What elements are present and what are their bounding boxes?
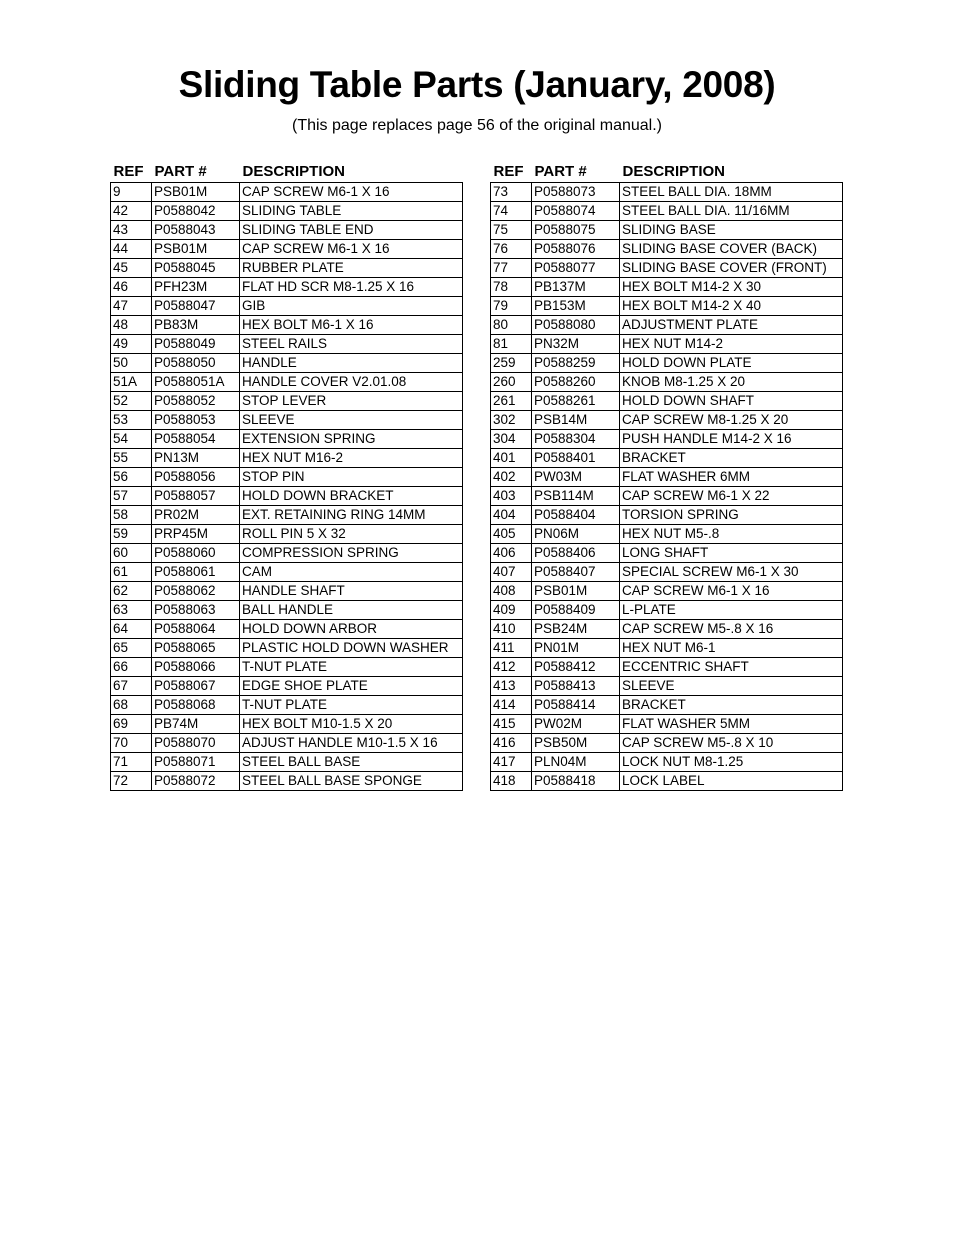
- description-cell: HOLD DOWN ARBOR: [240, 620, 463, 639]
- description-cell: HOLD DOWN PLATE: [620, 354, 843, 373]
- part-number-cell: PSB01M: [152, 240, 240, 259]
- description-cell: STEEL BALL BASE: [240, 753, 463, 772]
- table-row: [491, 297, 843, 316]
- ref-cell: 407: [491, 563, 532, 582]
- description-cell: HEX BOLT M6-1 X 16: [240, 316, 463, 335]
- part-number-cell: P0588076: [532, 240, 620, 259]
- part-number-header: PART #: [154, 162, 207, 180]
- part-number-cell: PFH23M: [152, 278, 240, 297]
- description-cell: TORSION SPRING: [620, 506, 843, 525]
- part-number-cell: PN06M: [532, 525, 620, 544]
- parts-table-body: [491, 183, 843, 791]
- ref-cell: 402: [491, 468, 532, 487]
- description-cell: CAP SCREW M8-1.25 X 20: [620, 411, 843, 430]
- description-cell: BALL HANDLE: [240, 601, 463, 620]
- table-row: [491, 525, 843, 544]
- part-number-cell: P0588054: [152, 430, 240, 449]
- ref-cell: 409: [491, 601, 532, 620]
- part-number-cell: P0588042: [152, 202, 240, 221]
- part-number-cell: P0588043: [152, 221, 240, 240]
- table-row: [111, 620, 463, 639]
- ref-cell: 60: [111, 544, 152, 563]
- table-row: [491, 468, 843, 487]
- description-cell: SLEEVE: [620, 677, 843, 696]
- table-row: [491, 392, 843, 411]
- description-cell: HANDLE: [240, 354, 463, 373]
- part-number-header: PART #: [534, 162, 587, 180]
- description-cell: EDGE SHOE PLATE: [240, 677, 463, 696]
- ref-cell: 259: [491, 354, 532, 373]
- part-number-cell: PRP45M: [152, 525, 240, 544]
- ref-cell: 46: [111, 278, 152, 297]
- parts-table-body: [111, 183, 463, 791]
- description-cell: GIB: [240, 297, 463, 316]
- part-number-cell: P0588409: [532, 601, 620, 620]
- ref-cell: 406: [491, 544, 532, 563]
- part-number-cell: P0588073: [532, 183, 620, 202]
- part-number-cell: P0588067: [152, 677, 240, 696]
- ref-cell: 411: [491, 639, 532, 658]
- part-number-cell: P0588259: [532, 354, 620, 373]
- description-cell: HOLD DOWN SHAFT: [620, 392, 843, 411]
- description-cell: COMPRESSION SPRING: [240, 544, 463, 563]
- table-row: [491, 316, 843, 335]
- table-row: [491, 677, 843, 696]
- part-number-cell: P0588066: [152, 658, 240, 677]
- description-cell: ROLL PIN 5 X 32: [240, 525, 463, 544]
- part-number-cell: P0588407: [532, 563, 620, 582]
- ref-cell: 57: [111, 487, 152, 506]
- table-row: [491, 772, 843, 791]
- table-row: [111, 202, 463, 221]
- ref-cell: 80: [491, 316, 532, 335]
- ref-cell: 70: [111, 734, 152, 753]
- ref-cell: 75: [491, 221, 532, 240]
- table-row: [111, 734, 463, 753]
- ref-cell: 48: [111, 316, 152, 335]
- ref-cell: 61: [111, 563, 152, 582]
- description-cell: CAP SCREW M6-1 X 16: [240, 240, 463, 259]
- description-cell: SLIDING BASE COVER (FRONT): [620, 259, 843, 278]
- part-number-cell: P0588077: [532, 259, 620, 278]
- description-cell: RUBBER PLATE: [240, 259, 463, 278]
- description-cell: STEEL BALL DIA. 11/16MM: [620, 202, 843, 221]
- description-cell: HEX NUT M16-2: [240, 449, 463, 468]
- ref-header: REF: [113, 162, 144, 180]
- part-number-cell: PB137M: [532, 278, 620, 297]
- ref-cell: 72: [111, 772, 152, 791]
- description-cell: BRACKET: [620, 449, 843, 468]
- ref-cell: 260: [491, 373, 532, 392]
- table-row: [491, 221, 843, 240]
- table-row: [111, 430, 463, 449]
- ref-cell: 56: [111, 468, 152, 487]
- description-cell: SLIDING TABLE END: [240, 221, 463, 240]
- ref-cell: 403: [491, 487, 532, 506]
- table-row: [111, 354, 463, 373]
- ref-cell: 261: [491, 392, 532, 411]
- ref-cell: 73: [491, 183, 532, 202]
- table-row: [111, 297, 463, 316]
- ref-cell: 74: [491, 202, 532, 221]
- part-number-cell: P0588080: [532, 316, 620, 335]
- page-subtitle: (This page replaces page 56 of the original manual.): [292, 117, 662, 134]
- description-cell: STOP PIN: [240, 468, 463, 487]
- table-row: [111, 658, 463, 677]
- part-number-cell: PSB01M: [152, 183, 240, 202]
- description-cell: HEX BOLT M10-1.5 X 20: [240, 715, 463, 734]
- ref-cell: 42: [111, 202, 152, 221]
- part-number-cell: PB153M: [532, 297, 620, 316]
- ref-cell: 64: [111, 620, 152, 639]
- table-row: [491, 373, 843, 392]
- ref-cell: 68: [111, 696, 152, 715]
- ref-cell: 405: [491, 525, 532, 544]
- table-row: [111, 487, 463, 506]
- table-row: [111, 525, 463, 544]
- ref-cell: 44: [111, 240, 152, 259]
- table-row: [111, 221, 463, 240]
- table-row: [111, 696, 463, 715]
- part-number-cell: P0588072: [152, 772, 240, 791]
- description-cell: CAM: [240, 563, 463, 582]
- part-number-cell: P0588063: [152, 601, 240, 620]
- description-cell: SPECIAL SCREW M6-1 X 30: [620, 563, 843, 582]
- ref-cell: 49: [111, 335, 152, 354]
- table-row: [111, 411, 463, 430]
- table-row: [491, 639, 843, 658]
- header-row: [111, 160, 463, 183]
- table-row: [111, 373, 463, 392]
- table-row: [491, 544, 843, 563]
- ref-cell: 416: [491, 734, 532, 753]
- description-cell: ADJUST HANDLE M10-1.5 X 16: [240, 734, 463, 753]
- part-number-cell: P0588071: [152, 753, 240, 772]
- ref-cell: 55: [111, 449, 152, 468]
- description-cell: KNOB M8-1.25 X 20: [620, 373, 843, 392]
- table-row: [491, 753, 843, 772]
- description-cell: SLEEVE: [240, 411, 463, 430]
- part-number-cell: PSB24M: [532, 620, 620, 639]
- ref-cell: 50: [111, 354, 152, 373]
- description-cell: T-NUT PLATE: [240, 658, 463, 677]
- part-number-cell: P0588053: [152, 411, 240, 430]
- ref-cell: 418: [491, 772, 532, 791]
- part-number-cell: P0588065: [152, 639, 240, 658]
- part-number-cell: PB83M: [152, 316, 240, 335]
- description-cell: HOLD DOWN BRACKET: [240, 487, 463, 506]
- description-cell: STEEL BALL DIA. 18MM: [620, 183, 843, 202]
- description-cell: L-PLATE: [620, 601, 843, 620]
- part-number-cell: P0588060: [152, 544, 240, 563]
- part-number-cell: P0588074: [532, 202, 620, 221]
- description-cell: ADJUSTMENT PLATE: [620, 316, 843, 335]
- part-number-cell: P0588412: [532, 658, 620, 677]
- part-number-cell: P0588052: [152, 392, 240, 411]
- table-row: [491, 620, 843, 639]
- part-number-cell: P0588056: [152, 468, 240, 487]
- ref-cell: 417: [491, 753, 532, 772]
- description-cell: HEX NUT M5-.8: [620, 525, 843, 544]
- table-row: [491, 506, 843, 525]
- table-row: [111, 563, 463, 582]
- ref-cell: 9: [111, 183, 152, 202]
- description-cell: EXTENSION SPRING: [240, 430, 463, 449]
- ref-cell: 69: [111, 715, 152, 734]
- part-number-cell: P0588068: [152, 696, 240, 715]
- table-row: [111, 582, 463, 601]
- ref-cell: 78: [491, 278, 532, 297]
- part-number-cell: P0588061: [152, 563, 240, 582]
- ref-cell: 59: [111, 525, 152, 544]
- part-number-cell: P0588047: [152, 297, 240, 316]
- table-row: [111, 278, 463, 297]
- description-cell: CAP SCREW M6-1 X 22: [620, 487, 843, 506]
- description-cell: HANDLE COVER V2.01.08: [240, 373, 463, 392]
- description-cell: BRACKET: [620, 696, 843, 715]
- table-row: [111, 316, 463, 335]
- description-cell: HEX NUT M14-2: [620, 335, 843, 354]
- table-row: [491, 202, 843, 221]
- table-row: [111, 677, 463, 696]
- part-number-cell: P0588062: [152, 582, 240, 601]
- description-cell: PUSH HANDLE M14-2 X 16: [620, 430, 843, 449]
- table-row: [491, 278, 843, 297]
- table-row: [491, 734, 843, 753]
- ref-cell: 415: [491, 715, 532, 734]
- table-row: [491, 335, 843, 354]
- table-row: [491, 240, 843, 259]
- description-cell: ECCENTRIC SHAFT: [620, 658, 843, 677]
- ref-cell: 412: [491, 658, 532, 677]
- table-row: [111, 183, 463, 202]
- description-cell: CAP SCREW M5-.8 X 16: [620, 620, 843, 639]
- ref-cell: 76: [491, 240, 532, 259]
- ref-cell: 401: [491, 449, 532, 468]
- ref-cell: 404: [491, 506, 532, 525]
- description-cell: FLAT WASHER 5MM: [620, 715, 843, 734]
- table-row: [111, 392, 463, 411]
- part-number-cell: P0588049: [152, 335, 240, 354]
- part-number-cell: P0588261: [532, 392, 620, 411]
- part-number-cell: P0588260: [532, 373, 620, 392]
- table-row: [491, 183, 843, 202]
- table-row: [491, 601, 843, 620]
- ref-cell: 52: [111, 392, 152, 411]
- table-row: [111, 544, 463, 563]
- description-cell: FLAT WASHER 6MM: [620, 468, 843, 487]
- ref-cell: 413: [491, 677, 532, 696]
- description-cell: PLASTIC HOLD DOWN WASHER: [240, 639, 463, 658]
- ref-cell: 67: [111, 677, 152, 696]
- ref-cell: 408: [491, 582, 532, 601]
- ref-cell: 410: [491, 620, 532, 639]
- table-row: [111, 753, 463, 772]
- ref-cell: 47: [111, 297, 152, 316]
- table-row: [111, 506, 463, 525]
- table-row: [491, 582, 843, 601]
- ref-cell: 414: [491, 696, 532, 715]
- description-cell: SLIDING TABLE: [240, 202, 463, 221]
- page-title: Sliding Table Parts (January, 2008): [178, 64, 776, 105]
- ref-cell: 302: [491, 411, 532, 430]
- part-number-cell: PSB14M: [532, 411, 620, 430]
- part-number-cell: PN13M: [152, 449, 240, 468]
- description-cell: HEX BOLT M14-2 X 40: [620, 297, 843, 316]
- description-cell: STOP LEVER: [240, 392, 463, 411]
- part-number-cell: PSB01M: [532, 582, 620, 601]
- parts-table-left: [110, 160, 463, 791]
- part-number-cell: P0588418: [532, 772, 620, 791]
- table-row: [111, 772, 463, 791]
- part-number-cell: P0588406: [532, 544, 620, 563]
- description-cell: SLIDING BASE: [620, 221, 843, 240]
- part-number-cell: P0588401: [532, 449, 620, 468]
- part-number-cell: P0588057: [152, 487, 240, 506]
- part-number-cell: P0588404: [532, 506, 620, 525]
- header-row: [491, 160, 843, 183]
- ref-cell: 58: [111, 506, 152, 525]
- table-row: [491, 487, 843, 506]
- ref-cell: 79: [491, 297, 532, 316]
- description-cell: HEX NUT M6-1: [620, 639, 843, 658]
- part-number-cell: PN32M: [532, 335, 620, 354]
- ref-cell: 54: [111, 430, 152, 449]
- part-number-cell: PN01M: [532, 639, 620, 658]
- part-number-cell: PR02M: [152, 506, 240, 525]
- part-number-cell: PSB114M: [532, 487, 620, 506]
- ref-cell: 65: [111, 639, 152, 658]
- ref-cell: 53: [111, 411, 152, 430]
- table-row: [111, 639, 463, 658]
- description-cell: STEEL RAILS: [240, 335, 463, 354]
- part-number-cell: P0588051A: [152, 373, 240, 392]
- table-row: [491, 449, 843, 468]
- description-cell: CAP SCREW M5-.8 X 10: [620, 734, 843, 753]
- part-number-cell: PW03M: [532, 468, 620, 487]
- ref-cell: 66: [111, 658, 152, 677]
- ref-cell: 77: [491, 259, 532, 278]
- table-row: [111, 468, 463, 487]
- description-cell: HEX BOLT M14-2 X 30: [620, 278, 843, 297]
- description-cell: FLAT HD SCR M8-1.25 X 16: [240, 278, 463, 297]
- description-cell: LONG SHAFT: [620, 544, 843, 563]
- parts-table-right: [490, 160, 843, 791]
- table-row: [111, 449, 463, 468]
- part-number-cell: P0588413: [532, 677, 620, 696]
- ref-cell: 45: [111, 259, 152, 278]
- table-row: [491, 411, 843, 430]
- table-row: [491, 658, 843, 677]
- description-cell: T-NUT PLATE: [240, 696, 463, 715]
- ref-cell: 51A: [111, 373, 152, 392]
- table-row: [111, 259, 463, 278]
- ref-cell: 304: [491, 430, 532, 449]
- table-row: [491, 715, 843, 734]
- description-cell: CAP SCREW M6-1 X 16: [620, 582, 843, 601]
- description-cell: LOCK NUT M8-1.25: [620, 753, 843, 772]
- table-row: [111, 715, 463, 734]
- table-row: [491, 259, 843, 278]
- description-cell: SLIDING BASE COVER (BACK): [620, 240, 843, 259]
- table-row: [491, 696, 843, 715]
- part-number-cell: P0588064: [152, 620, 240, 639]
- description-header: DESCRIPTION: [242, 162, 346, 180]
- ref-cell: 43: [111, 221, 152, 240]
- part-number-cell: PLN04M: [532, 753, 620, 772]
- part-number-cell: P0588045: [152, 259, 240, 278]
- ref-cell: 81: [491, 335, 532, 354]
- part-number-cell: PSB50M: [532, 734, 620, 753]
- description-cell: HANDLE SHAFT: [240, 582, 463, 601]
- ref-cell: 71: [111, 753, 152, 772]
- table-row: [111, 335, 463, 354]
- table-row: [491, 430, 843, 449]
- part-number-cell: PW02M: [532, 715, 620, 734]
- part-number-cell: P0588075: [532, 221, 620, 240]
- part-number-cell: PB74M: [152, 715, 240, 734]
- description-cell: EXT. RETAINING RING 14MM: [240, 506, 463, 525]
- description-cell: CAP SCREW M6-1 X 16: [240, 183, 463, 202]
- part-number-cell: P0588304: [532, 430, 620, 449]
- table-row: [491, 563, 843, 582]
- table-row: [111, 601, 463, 620]
- table-row: [111, 240, 463, 259]
- description-cell: STEEL BALL BASE SPONGE: [240, 772, 463, 791]
- part-number-cell: P0588070: [152, 734, 240, 753]
- ref-header: REF: [493, 162, 524, 180]
- part-number-cell: P0588414: [532, 696, 620, 715]
- ref-cell: 62: [111, 582, 152, 601]
- description-header: DESCRIPTION: [622, 162, 726, 180]
- part-number-cell: P0588050: [152, 354, 240, 373]
- table-row: [491, 354, 843, 373]
- ref-cell: 63: [111, 601, 152, 620]
- description-cell: LOCK LABEL: [620, 772, 843, 791]
